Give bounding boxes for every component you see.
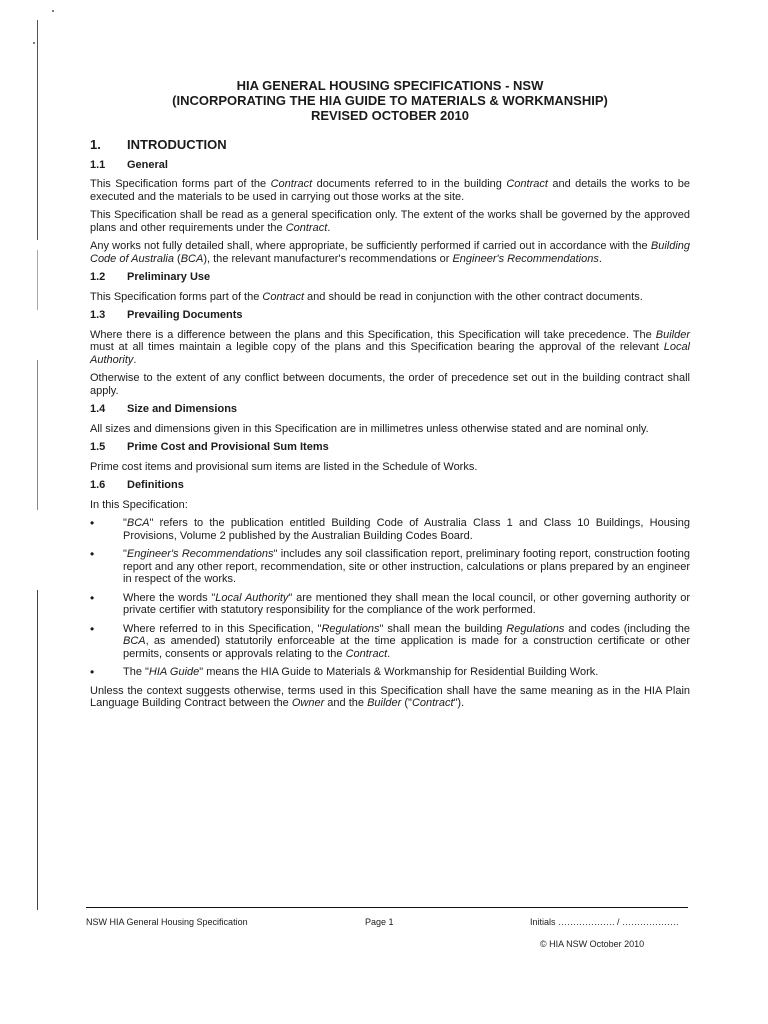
- subsection-number: 1.2: [90, 271, 106, 283]
- paragraph: This Specification shall be read as a general specification only. The extent of the works shall be governed by the approved plans and other requirements under the Contract.: [90, 209, 690, 234]
- paragraph: Unless the context suggests otherwise, terms used in this Specification shall have the same meaning as in the HIA Plain Language Building Contract between the Owner and the Builder ("Contract").: [90, 684, 690, 709]
- subsection-number: 1.5: [90, 441, 106, 453]
- subsection-title: Prevailing Documents: [127, 309, 243, 321]
- list-item: • "BCA" refers to the publication entitled Building Code of Australia Class 1 and Class 10 Buildings, Housing Provisions, Volume 2 published by the Australian Building Codes Board.: [90, 516, 690, 542]
- paragraph: Where there is a difference between the plans and this Specification, this Specification will take precedence. The Builder must at all times maintain a legible copy of the plans and this Specification bearing the approval of the relevant Local Authority.: [90, 328, 690, 366]
- subsection-heading: [90, 479, 690, 492]
- section-number: 1.: [90, 137, 101, 152]
- title-line-1: HIA GENERAL HOUSING SPECIFICATIONS - NSW: [236, 78, 544, 93]
- page-number: Page 1: [365, 917, 394, 927]
- bullet-icon: •: [90, 590, 95, 605]
- list-item: • Where the words "Local Authority" are mentioned they shall mean the local council, or other governing authority or private certifier with statutory responsibility for the compliance of the work performed.: [90, 590, 691, 616]
- subsection-title: Size and Dimensions: [127, 403, 238, 415]
- subsection-title: Preliminary Use: [127, 271, 211, 283]
- subsection-number: 1.6: [90, 479, 106, 491]
- title-line-3: REVISED OCTOBER 2010: [311, 108, 469, 123]
- section-heading: [90, 139, 690, 152]
- scan-margin-line: [37, 360, 38, 510]
- document-title: [90, 78, 690, 123]
- bullet-icon: •: [90, 547, 95, 561]
- list-item: • Where referred to in this Specification, "Regulations" shall mean the building Regulations and codes (including the BCA, as amended) statutorily enforceable at the time application is made for a construction certificate or other permits, consents or approvals relating to the Contract.: [90, 621, 691, 660]
- subsection-heading: [90, 309, 690, 322]
- paragraph: This Specification forms part of the Contract documents referred to in the building Contract and details the works to be executed and the materials to be used in carrying out those works at the site.: [90, 178, 690, 203]
- list-item: • "Engineer's Recommendations" includes any soil classification report, preliminary footing report, construction footing report and any other report, recommendation, site or other instruction, calculations or plans prepared by an engineer in respect of the works.: [90, 547, 690, 585]
- footer-divider: [86, 907, 688, 908]
- subsection-title: General: [127, 158, 168, 171]
- bullet-icon: •: [90, 621, 95, 636]
- initials-field: Initials ………………. / ……………….: [530, 917, 679, 927]
- paragraph: This Specification forms part of the Contract and should be read in conjunction with the other contract documents.: [90, 290, 643, 303]
- subsection-heading: [90, 159, 690, 172]
- paragraph: All sizes and dimensions given in this Specification are in millimetres unless otherwise stated and are nominal only.: [90, 422, 649, 435]
- subsection-number: 1.1: [90, 158, 106, 171]
- definitions-list: [90, 517, 690, 679]
- subsection-heading: [90, 441, 690, 454]
- scan-margin-line: [37, 20, 38, 240]
- title-line-2: (INCORPORATING THE HIA GUIDE TO MATERIALS & WORKMANSHIP): [172, 93, 608, 108]
- subsection-title: Definitions: [127, 479, 184, 491]
- subsection-heading: [90, 403, 690, 416]
- footer-document-name: NSW HIA General Housing Specification: [86, 917, 248, 927]
- copyright-notice: © HIA NSW October 2010: [540, 939, 645, 949]
- scan-margin-line: [37, 590, 38, 910]
- subsection-number: 1.3: [90, 309, 106, 321]
- paragraph: In this Specification:: [90, 498, 188, 511]
- bullet-icon: •: [90, 665, 95, 679]
- scan-margin-line: [37, 250, 38, 310]
- scan-speck: [33, 42, 35, 44]
- paragraph: Any works not fully detailed shall, where appropriate, be sufficiently performed if carried out in accordance with the Building Code of Australia (BCA), the relevant manufacturer's recommendations or Engineer's Recommendations.: [90, 240, 690, 265]
- subsection-heading: [90, 271, 690, 284]
- subsection-number: 1.4: [90, 403, 106, 415]
- section-title: INTRODUCTION: [127, 137, 227, 152]
- scan-speck: [52, 10, 54, 12]
- paragraph: Otherwise to the extent of any conflict between documents, the order of precedence set out in the building contract shall apply.: [90, 372, 690, 397]
- list-item: • The "HIA Guide" means the HIA Guide to Materials & Workmanship for Residential Building Work.: [90, 665, 599, 679]
- document-body: [90, 139, 690, 716]
- subsection-title: Prime Cost and Provisional Sum Items: [127, 441, 329, 453]
- bullet-icon: •: [90, 516, 95, 530]
- paragraph: Prime cost items and provisional sum items are listed in the Schedule of Works.: [90, 460, 478, 473]
